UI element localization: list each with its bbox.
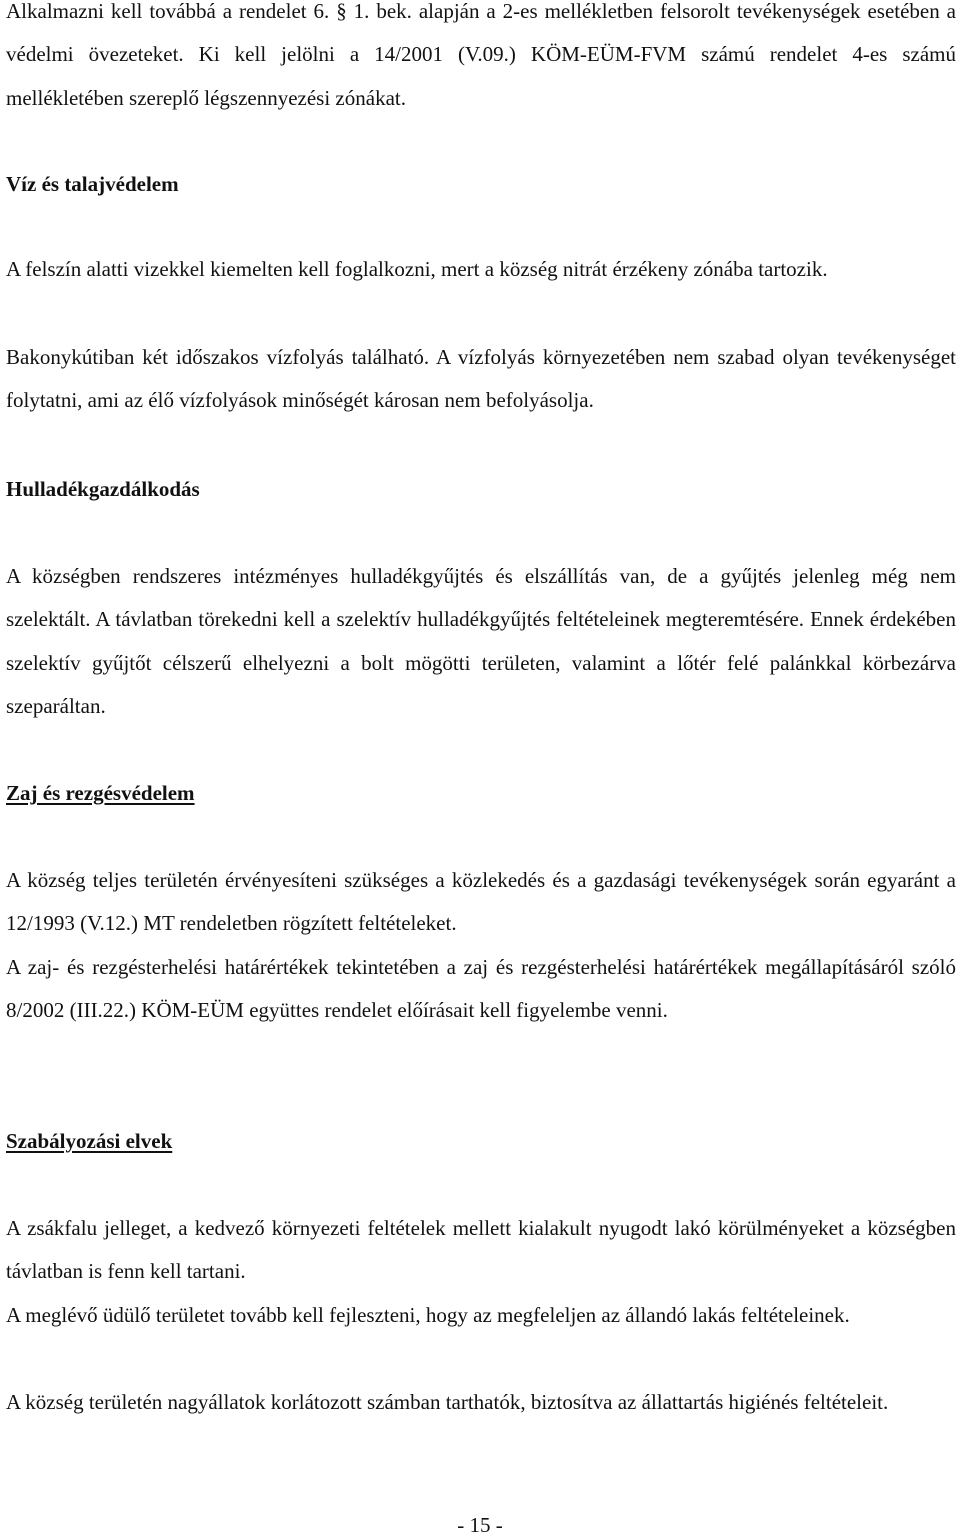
heading-regulation-principles: Szabályozási elvek xyxy=(6,1129,173,1153)
heading-noise-vibration-protection: Zaj és rezgésvédelem xyxy=(6,781,195,805)
noise-paragraph-2: A zaj- és rezgésterhelési határértékek tekintetében a zaj és rezgésterhelési határértékek megállapításáról szóló 8/2002 (III.22.) KÖM-EÜM együttes rendelet előírásait kell figyelembe venni. xyxy=(6,955,956,1023)
heading-waste-management: Hulladékgazdálkodás xyxy=(6,477,200,501)
water-paragraph-1: A felszín alatti vizekkel kiemelten kell foglalkozni, mert a község nitrát érzékeny zónába tartozik. xyxy=(6,257,828,281)
rules-paragraph-2: A meglévő üdülő területet tovább kell fejleszteni, hogy az megfeleljen az állandó lakás feltételeinek. xyxy=(6,1303,850,1327)
document-page xyxy=(6,0,956,1537)
rules-paragraph-3: A község területén nagyállatok korlátozott számban tarthatók, biztosítva az állattartás higiénés feltételeit. xyxy=(6,1390,889,1414)
heading-water-soil-protection: Víz és talajvédelem xyxy=(6,172,179,196)
intro-paragraph: Alkalmazni kell továbbá a rendelet 6. § 1. bek. alapján a 2-es mellékletben felsorolt tevékenységek esetében a védelmi övezeteket. Ki kell jelölni a 14/2001 (V.09.) KÖM-EÜM-FVM számú rendelet 4-es számú mellékletében szereplő légszennyezési zónákat. xyxy=(6,0,956,110)
noise-paragraph-1: A község teljes területén érvényesíteni szükséges a közlekedés és a gazdasági tevékenységek során egyaránt a 12/1993 (V.12.) MT rendeletben rögzített feltételeket. xyxy=(6,868,956,936)
water-paragraph-2: Bakonykútiban két időszakos vízfolyás található. A vízfolyás környezetében nem szabad olyan tevékenységet folytatni, ami az élő vízfolyások minőségét károsan nem befolyásolja. xyxy=(6,345,956,413)
waste-paragraph-1: A községben rendszeres intézményes hulladékgyűjtés és elszállítás van, de a gyűjtés jelenleg még nem szelektált. A távlatban törekedni kell a szelektív hulladékgyűjtés feltételeinek megteremtésére. Ennek érdekében szelektív gyűjtőt célszerű elhelyezni a bolt mögötti területen, valamint a lőtér felé palánkkal körbezárva szeparáltan. xyxy=(6,564,956,719)
rules-paragraph-1: A zsákfalu jelleget, a kedvező környezeti feltételek mellett kialakult nyugodt lakó körülményeket a községben távlatban is fenn kell tartani. xyxy=(6,1216,956,1284)
page-number: - 15 - xyxy=(457,1513,503,1537)
